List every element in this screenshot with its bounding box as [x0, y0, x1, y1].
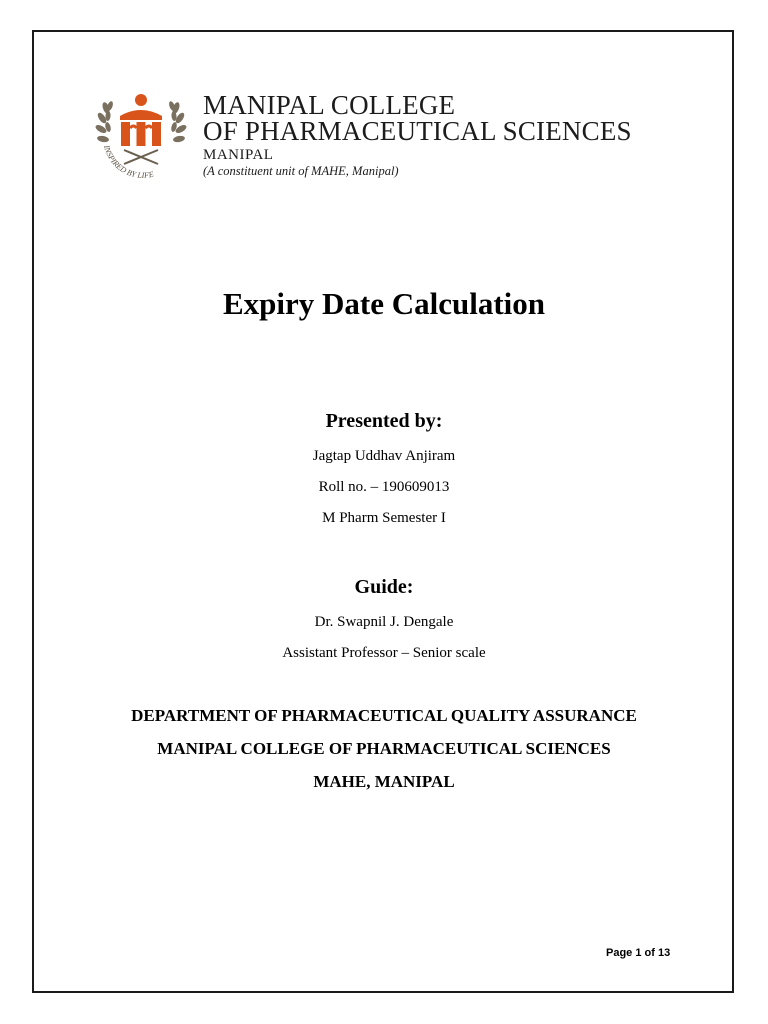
college-name: MANIPAL COLLEGE OF PHARMACEUTICAL SCIENCES	[157, 739, 611, 758]
presenter-program: M Pharm Semester I	[322, 510, 446, 526]
logo-motto: INSPIRED BY LIFE	[102, 144, 155, 178]
svg-text:INSPIRED BY LIFE	[102, 143, 155, 178]
document-title: Expiry Date Calculation	[222, 286, 546, 321]
logo-emblem-icon	[94, 86, 190, 178]
institution-header	[203, 92, 632, 179]
department-name: DEPARTMENT OF PHARMACEUTICAL QUALITY ASSURANCE	[131, 706, 637, 725]
institution-location: MANIPAL	[203, 147, 274, 163]
presenter-name: Jagtap Uddhav Anjiram	[312, 448, 456, 464]
guide-name: Dr. Swapnil J. Dengale	[314, 614, 454, 630]
page-number: Page 1 of 13	[606, 947, 671, 959]
presented-by-heading: Presented by:	[325, 410, 443, 432]
institution-name-line1: MANIPAL COLLEGE	[203, 90, 456, 120]
presenter-roll-number: Roll no. – 190609013	[318, 479, 450, 495]
guide-designation: Assistant Professor – Senior scale	[282, 645, 486, 661]
university-location: MAHE, MANIPAL	[313, 772, 455, 791]
guide-heading: Guide:	[354, 576, 414, 598]
institution-logo	[94, 86, 190, 178]
institution-tagline: (A constituent unit of MAHE, Manipal)	[203, 164, 399, 178]
institution-name-line2: OF PHARMACEUTICAL SCIENCES	[203, 116, 632, 146]
